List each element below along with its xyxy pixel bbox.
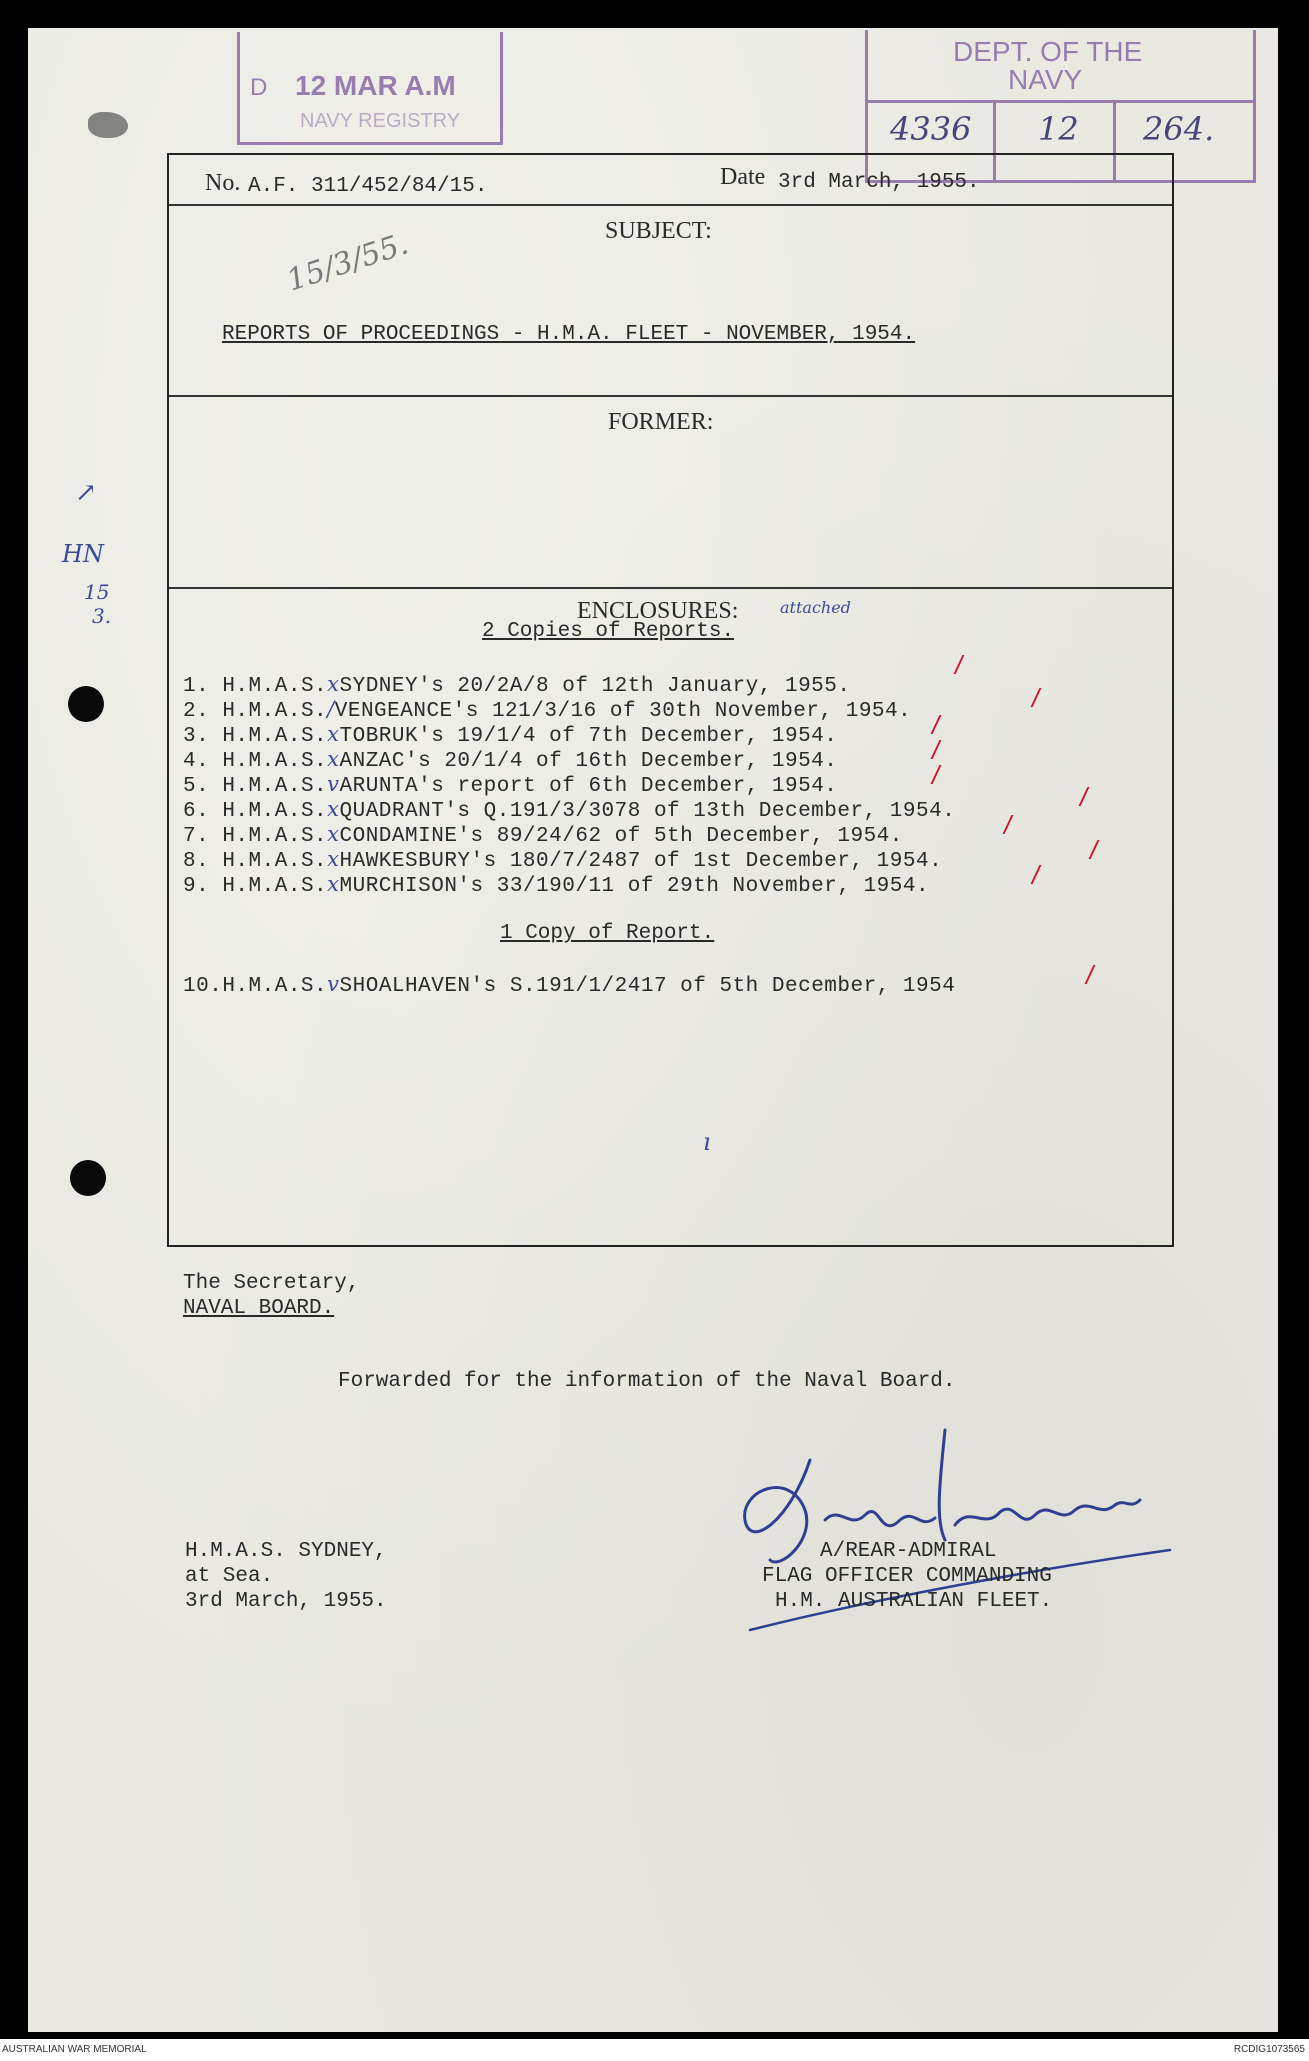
margin-note-line1: HN [62, 540, 104, 568]
red-tick-4: / [932, 735, 940, 765]
red-tick-3: / [932, 710, 940, 740]
dept-title-line1: DEPT. OF THE [953, 36, 1143, 67]
archive-footer [0, 2039, 1309, 2061]
punch-hole-upper [68, 686, 104, 722]
red-tick-8: / [1090, 835, 1098, 865]
enclosures-group1-title: 2 Copies of Reports. [482, 620, 735, 643]
enclosure-item-8: 8. H.M.A.S.xHAWKESBURY's 180/7/2487 of 1st December, 1954. [183, 847, 943, 873]
dept-number-1: 4336 [890, 110, 972, 148]
enclosure-item-10: 10.H.M.A.S.vSHOALHAVEN's S.191/1/2417 of 5th December, 1954 [183, 972, 956, 998]
enclosure-item-9: 9. H.M.A.S.xMURCHISON's 33/190/11 of 29th November, 1954. [183, 872, 930, 898]
red-tick-7: / [1004, 810, 1012, 840]
origin-line1: H.M.A.S. SYDNEY, [185, 1540, 387, 1563]
date-label: Date [720, 164, 766, 190]
subject-text: REPORTS OF PROCEEDINGS - H.M.A. FLEET - NOVEMBER, 1954. [222, 323, 916, 346]
registry-label: NAVY REGISTRY [300, 110, 461, 132]
enclosure-item-7: 7. H.M.A.S.xCONDAMINE's 89/24/62 of 5th December, 1954. [183, 822, 903, 848]
enclosure-item-3: 3. H.M.A.S.xTOBRUK's 19/1/4 of 7th December, 1954. [183, 722, 838, 748]
dept-number-2: 12 [1038, 110, 1079, 148]
registry-date: 12 MAR A.M [295, 70, 456, 101]
enclosure-item-2: 2. H.M.A.S./VENGEANCE's 121/3/16 of 30th November, 1954. [183, 697, 912, 723]
margin-slash: ↗ [75, 478, 97, 508]
addressee-line2: NAVAL BOARD. [183, 1297, 335, 1320]
paper-tear-mark [88, 112, 128, 138]
footer-right: RCDIG1073565 [1233, 2044, 1305, 2055]
dept-title-line2: NAVY [1008, 64, 1083, 95]
dept-number-3: 264. [1143, 110, 1215, 148]
margin-note-line2: 15 [84, 580, 110, 604]
enclosures-label: ENCLOSURES: [577, 598, 739, 624]
enclosure-item-1: 1. H.M.A.S.xSYDNEY's 20/2A/8 of 12th January, 1955. [183, 672, 851, 698]
origin-line3: 3rd March, 1955. [185, 1590, 387, 1613]
signature-line1: A/REAR-ADMIRAL [820, 1540, 997, 1563]
red-tick-1: / [955, 650, 963, 680]
punch-hole-lower [70, 1160, 106, 1196]
subject-label: SUBJECT: [605, 218, 712, 244]
addressee-line1: The Secretary, [183, 1272, 360, 1295]
signature-line3: H.M. AUSTRALIAN FLEET. [775, 1590, 1053, 1613]
date-value: 3rd March, 1955. [778, 171, 980, 194]
ink-mark: ı [703, 1128, 711, 1156]
footer-left: AUSTRALIAN WAR MEMORIAL [2, 2044, 147, 2055]
red-tick-2: / [1032, 683, 1040, 713]
signature-line2: FLAG OFFICER COMMANDING [762, 1565, 1052, 1588]
registry-stamp [237, 32, 503, 145]
margin-note-line3: 3. [92, 604, 112, 628]
forwarding-text: Forwarded for the information of the Naval Board. [338, 1370, 956, 1393]
enclosure-item-6: 6. H.M.A.S.xQUADRANT's Q.191/3/3078 of 13th December, 1954. [183, 797, 956, 823]
red-tick-5: / [932, 760, 940, 790]
reference-no-label: No. [205, 170, 241, 196]
enclosures-group2-title: 1 Copy of Report. [500, 922, 715, 945]
former-label: FORMER: [608, 409, 714, 435]
reference-no-value: A.F. 311/452/84/15. [248, 175, 488, 198]
origin-line2: at Sea. [185, 1565, 274, 1588]
red-tick-9: / [1032, 860, 1040, 890]
registry-prefix: D [250, 74, 268, 101]
red-tick-6: / [1080, 782, 1088, 812]
enclosure-item-5: 5. H.M.A.S.vARUNTA's report of 6th December, 1954. [183, 772, 838, 798]
enclosures-handwritten: attached [780, 598, 851, 617]
red-tick-10: / [1086, 960, 1094, 990]
enclosure-item-4: 4. H.M.A.S.xANZAC's 20/1/4 of 16th December, 1954. [183, 747, 838, 773]
pencil-note: 15/3/55. [282, 226, 413, 299]
